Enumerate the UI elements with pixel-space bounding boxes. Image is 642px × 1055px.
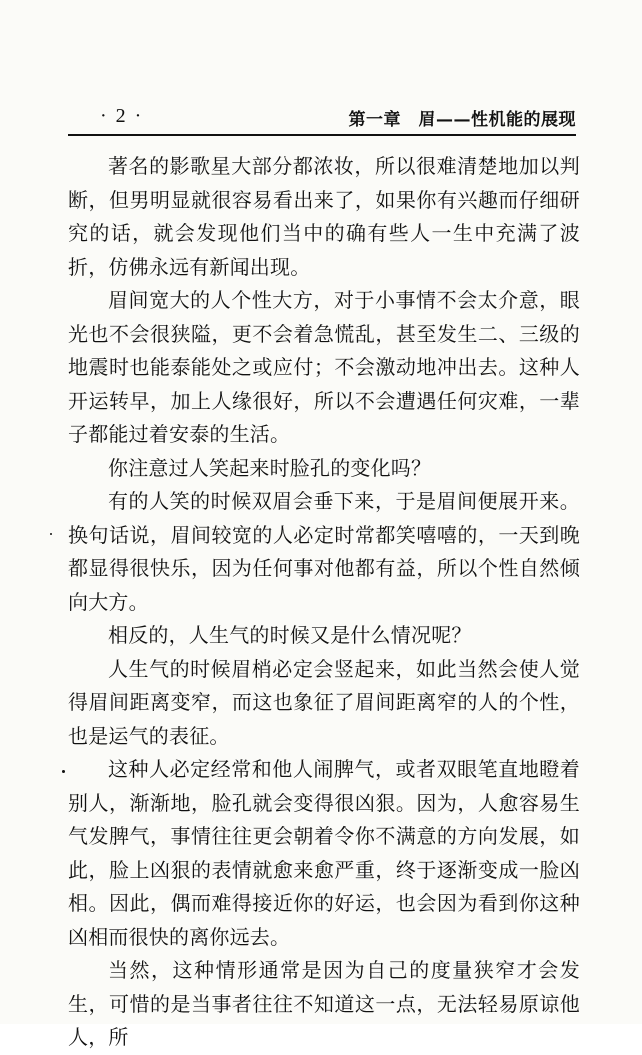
paragraph: 人生气的时候眉梢必定会竖起来，如此当然会使人觉得眉间距离变窄，而这也象征了眉间距离窄的人的个性，也是运气的表征。 (68, 656, 580, 748)
paragraph: 著名的影歌星大部分都浓妆，所以很难清楚地加以判断，但男明显就很容易看出来了，如果你有兴趣而仔细研究的话，就会发现他们当中的确有些人一生中充满了波折，仿佛永远有新闻出现。 (68, 154, 580, 279)
body-text (68, 150, 580, 1055)
page-number: · 2 · (100, 105, 144, 127)
chapter-title: 第一章 眉——性机能的展现 (348, 110, 576, 130)
paragraph: 眉间宽大的人个性大方，对于小事情不会太介意，眼光也不会很狭隘，更不会着急慌乱，甚至发生二、三级的地震时也能泰能处之或应付；不会激动地冲出去。这种人开运转早，加上人缘很好，所以不会遭遇任何灾难，一辈子都能过着安泰的生活。 (68, 288, 580, 446)
paragraph: 相反的，人生气的时候又是什么情况呢？ (108, 623, 472, 647)
paragraph: 有的人笑的时候双眉会垂下来，于是眉间便展开来。换句话说，眉间较宽的人必定时常都笑嘻嘻的，一天到晚都显得很快乐，因为任何事对他都有益，所以个性自然倾向大方。 (68, 489, 580, 614)
paragraph: 当然，这种情形通常是因为自己的度量狭窄才会发生，可惜的是当事者往往不知道这一点，无法轻易原谅他人，所 (68, 958, 580, 1049)
scan-speck (62, 770, 65, 773)
header-rule (68, 134, 576, 136)
scan-speck (50, 533, 52, 535)
paragraph: 这种人必定经常和他人闹脾气，或者双眼笔直地瞪着别人，渐渐地，脸孔就会变得很凶狠。因为，人愈容易生气发脾气，事情往往更会朝着令你不满意的方向发展，如此，脸上凶狠的表情就愈来愈严重，终于逐渐变成一脸凶相。因此，偶而难得接近你的好运，也会因为看到你这种凶相而很快的离你远去。 (68, 757, 580, 949)
running-header (68, 103, 576, 133)
paragraph: 你注意过人笑起来时脸孔的变化吗？ (108, 455, 432, 480)
